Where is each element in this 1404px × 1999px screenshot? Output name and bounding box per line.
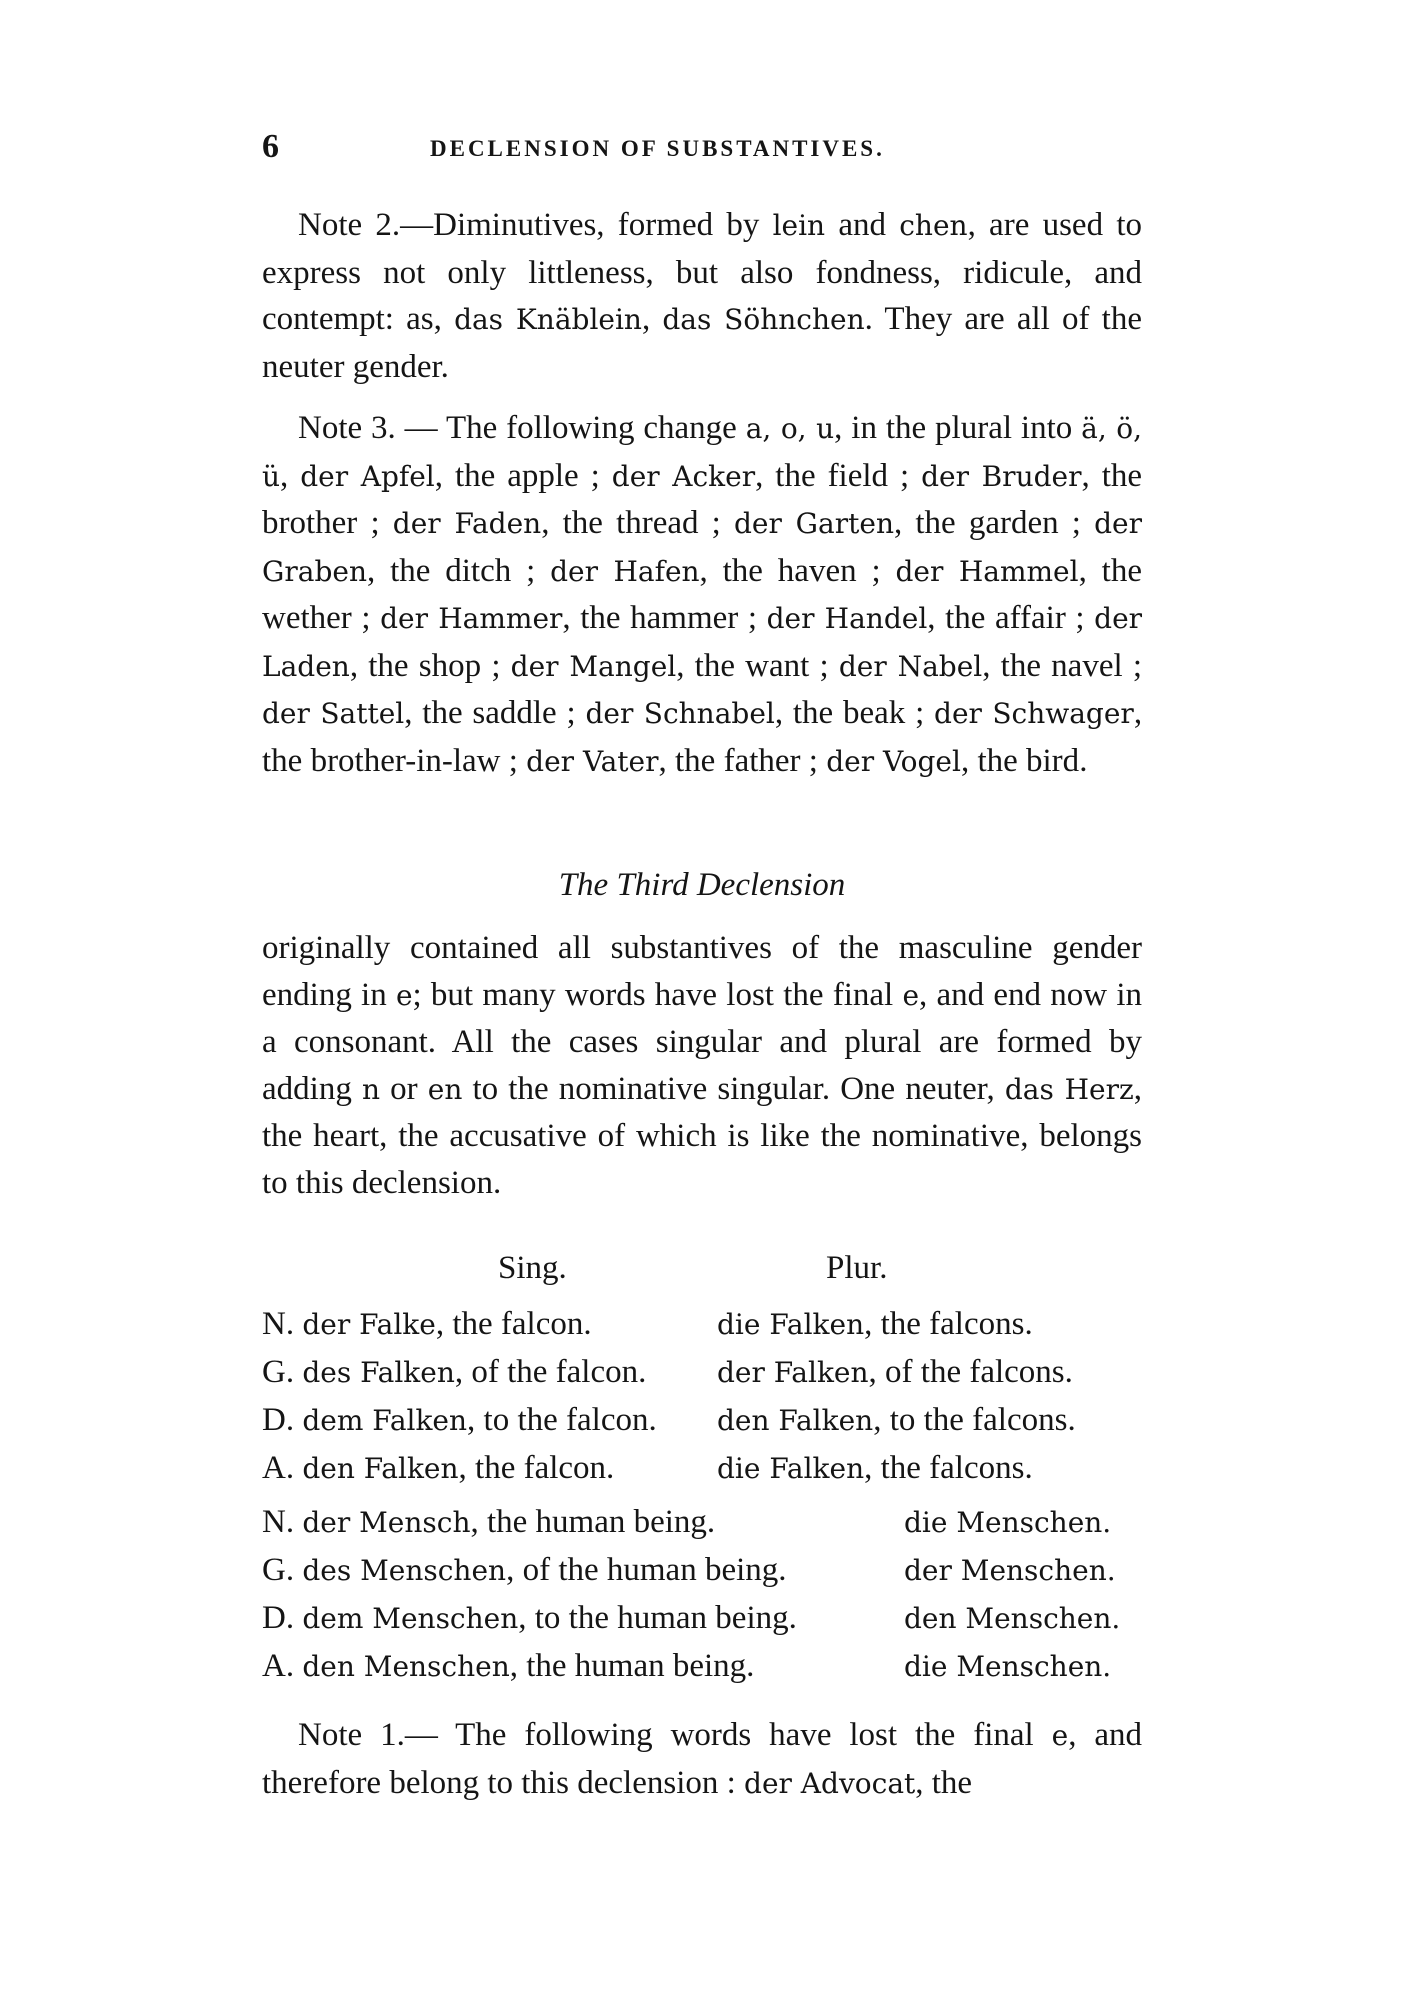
german-word: e (395, 978, 413, 1012)
word-entry: der Mangel, the want ; (510, 647, 839, 684)
word-entry: der Faden, the thread ; (392, 505, 734, 541)
german-word: das Söhnchen (662, 303, 865, 336)
word-entry: der Apfel, the apple ; (300, 457, 612, 494)
english-gloss: the beak (792, 695, 906, 731)
german-word: lein (772, 209, 826, 242)
english-gloss: the wether (262, 552, 1142, 636)
word-entry: der Vogel, the bird. (826, 742, 1088, 779)
mensch-declension-table (262, 1504, 1142, 1696)
english-gloss: the ditch (390, 552, 512, 589)
note-2-text: Note 2.—Diminutives, formed by (298, 207, 773, 243)
separator: ; (738, 600, 767, 636)
plural-cell: der Falken, of the falcons. (717, 1354, 1073, 1390)
word-entry: der Schnabel, the beak ; (585, 695, 935, 731)
word-entry: der Graben, the ditch ; (262, 507, 1142, 589)
table-row (262, 1648, 1142, 1696)
german-word: e (1051, 1719, 1069, 1752)
note-3-text: , (280, 457, 301, 494)
english-gloss: the human being. (526, 1648, 755, 1684)
english-gloss: the haven (722, 552, 857, 589)
note-2-text: . They are all of the neuter gender. (262, 301, 1142, 385)
english-gloss: the apple (454, 457, 579, 494)
case-label: N. (262, 1504, 295, 1540)
case-label: D. (262, 1402, 295, 1438)
case-label: G. (262, 1552, 295, 1588)
note-2-text: , are used to express not only littleness, but also fondness, ridicule, and contempt: as, (262, 207, 1142, 337)
english-gloss: the want (694, 647, 810, 684)
third-text: to the nominative singular. One neuter, (462, 1070, 1005, 1107)
separator: ; (698, 505, 734, 541)
german-word: der Menschen. (904, 1554, 1116, 1587)
separator: ; (578, 457, 612, 494)
case-label: N. (262, 1306, 295, 1342)
note-3-paragraph (262, 405, 1142, 785)
german-word: der Garten (734, 507, 894, 540)
german-word: der Mangel (510, 649, 677, 683)
separator: ; (856, 552, 896, 589)
english-gloss: to the falcon. (483, 1402, 657, 1438)
falke-declension-table (262, 1306, 1142, 1498)
english-gloss: the falcon. (452, 1306, 592, 1342)
word-entry: der Hammel, the wether ; (262, 552, 1142, 636)
german-word: den Falken (717, 1404, 874, 1437)
word-entry: der Garten, the garden ; (734, 505, 1095, 541)
word-entry: der Acker, the field ; (611, 457, 922, 494)
case-label: A. (262, 1450, 295, 1486)
german-word: des Menschen (302, 1554, 507, 1587)
separator: ; (800, 742, 827, 779)
german-word: der Graben (262, 507, 1142, 588)
german-word: a, o, u (745, 412, 835, 445)
third-text: , the heart, the accusative of which is like the nominative, belongs to this declension. (262, 1070, 1143, 1201)
case-label: G. (262, 1354, 295, 1390)
german-word: das Knäblein (454, 303, 642, 336)
german-word: der Hafen (550, 554, 700, 588)
german-word: die Menschen. (904, 1506, 1112, 1539)
english-gloss: the falcon. (475, 1450, 615, 1486)
separator: ; (511, 552, 551, 589)
german-word: der Schnabel (585, 697, 775, 730)
word-entry: der Sattel, the saddle ; (262, 695, 586, 731)
separator: ; (1065, 600, 1095, 636)
german-word: die Menschen. (904, 1650, 1112, 1683)
english-gloss: the hammer (580, 600, 739, 636)
german-word: ä, ö, ü (262, 412, 1143, 493)
third-text: , and end now in a consonant. All the cases singular and plural are formed by adding (262, 976, 1143, 1107)
german-word: der Mensch (302, 1506, 471, 1539)
english-gloss: the falcons. (880, 1450, 1033, 1486)
english-gloss: the garden (915, 505, 1059, 541)
singular-cell: D. dem Falken, to the falcon. (262, 1402, 657, 1438)
sing-column-label: Sing. (498, 1250, 567, 1286)
plural-cell (904, 1600, 1120, 1637)
english-gloss: the human being. (486, 1504, 716, 1540)
case-label: D. (262, 1600, 295, 1636)
table-row (262, 1600, 1142, 1648)
english-gloss: the affair (945, 600, 1066, 636)
separator: ; (357, 505, 393, 541)
english-gloss: the brother (262, 457, 1143, 541)
third-declension-paragraph (262, 925, 1142, 1206)
plur-column-label: Plur. (826, 1250, 888, 1286)
english-gloss: the brother-in-law (262, 742, 501, 779)
german-word: der Apfel (300, 459, 435, 493)
plural-cell (904, 1552, 1116, 1589)
separator: ; (905, 695, 935, 731)
separator: ; (500, 742, 527, 779)
table-row (262, 1450, 1142, 1498)
table-row (262, 1306, 1142, 1354)
german-word: n (361, 1072, 380, 1106)
note-3-text: Note 3. — The following change (298, 410, 746, 446)
german-word: der Advocat (744, 1766, 916, 1800)
word-entry: der Handel, the affair ; (766, 600, 1095, 636)
german-word: der Nabel (838, 649, 983, 683)
english-gloss: of the falcon. (471, 1354, 647, 1390)
separator: ; (481, 647, 511, 684)
german-word: chen (899, 209, 968, 242)
english-gloss: to the human being. (534, 1600, 797, 1636)
word-entry: der Laden, the shop ; (262, 602, 1143, 684)
separator: ; (809, 647, 839, 684)
note-1-text: Note 1.— The following words have lost the final (298, 1717, 1052, 1753)
english-gloss: the saddle (422, 695, 557, 731)
third-declension-heading: The Third Declension (558, 867, 846, 903)
singular-cell: G. des Menschen, of the human being. (262, 1552, 787, 1588)
separator: ; (888, 457, 922, 494)
note-1-text: , and therefore belong to this declension : (262, 1717, 1143, 1801)
english-gloss: of the falcons. (885, 1354, 1073, 1390)
german-word: der Falken (717, 1356, 869, 1389)
german-word: der Vater (526, 744, 659, 778)
plural-cell: die Falken, the falcons. (717, 1306, 1033, 1342)
german-word: der Acker (611, 459, 756, 493)
note-3-text: , in the plural into (834, 410, 1082, 446)
separator: . (1079, 742, 1088, 779)
table-row (262, 1354, 1142, 1402)
singular-cell: A. den Falken, the falcon. (262, 1450, 615, 1486)
english-gloss: of the human being. (522, 1552, 787, 1588)
plural-cell (904, 1504, 1111, 1541)
german-word: die Falken (717, 1452, 865, 1485)
german-word: dem Falken (302, 1404, 468, 1437)
table-row (262, 1504, 1142, 1552)
word-entry: der Hammer, the hammer ; (380, 600, 767, 636)
plural-cell: die Falken, the falcons. (717, 1450, 1033, 1486)
plural-cell (904, 1648, 1111, 1685)
separator: ; (556, 695, 586, 731)
german-word: der Laden (262, 602, 1143, 683)
singular-cell: N. der Mensch, the human being. (262, 1504, 716, 1540)
english-gloss: the navel (1000, 647, 1123, 684)
word-entry: der Vater, the father ; (526, 742, 827, 779)
german-word: der Sattel (262, 697, 405, 730)
word-entry: der Nabel, the navel ; (838, 647, 1142, 684)
english-gloss: the falcons. (880, 1306, 1033, 1342)
german-word: der Faden (392, 507, 542, 540)
german-word: den Menschen (302, 1650, 510, 1683)
note-1-paragraph (262, 1712, 1142, 1807)
german-word: den Menschen. (904, 1602, 1121, 1635)
third-text: or (380, 1070, 428, 1107)
page-header (262, 128, 1142, 168)
english-gloss: to the falcons. (889, 1402, 1076, 1438)
singular-cell: N. der Falke, the falcon. (262, 1306, 592, 1342)
case-label: A. (262, 1648, 295, 1684)
table-row (262, 1402, 1142, 1450)
german-word: der Vogel (826, 744, 961, 778)
german-word: den Falken (302, 1452, 459, 1485)
german-word: des Falken (302, 1356, 455, 1389)
note-3-word-list (262, 458, 1142, 779)
singular-cell: A. den Menschen, the human being. (262, 1648, 755, 1684)
german-word: der Bruder (921, 459, 1082, 493)
page-number: 6 (262, 128, 279, 165)
note-2-text: , (641, 301, 663, 337)
english-gloss: the field (775, 457, 889, 494)
german-word: der Hammer (380, 602, 563, 635)
german-word: die Falken (717, 1308, 865, 1341)
singular-cell: G. des Falken, of the falcon. (262, 1354, 647, 1390)
english-gloss: the shop (368, 647, 482, 684)
note-2-paragraph (262, 202, 1142, 390)
note-1-text: , the (915, 1764, 973, 1801)
third-text: ; but many words have lost the final (412, 976, 903, 1013)
singular-cell: D. dem Menschen, to the human being. (262, 1600, 797, 1636)
german-word: der Handel (766, 602, 928, 635)
english-gloss: the bird (977, 742, 1080, 779)
table-row (262, 1552, 1142, 1600)
note-2-text: and (825, 207, 900, 243)
german-word: dem Menschen (302, 1602, 519, 1635)
german-word: en (427, 1072, 463, 1106)
running-title: DECLENSION OF SUBSTANTIVES. (430, 136, 885, 161)
separator: ; (351, 600, 381, 636)
english-gloss: the father (675, 742, 801, 779)
german-word: das Herz (1004, 1072, 1134, 1106)
german-word: der Schwager (934, 697, 1134, 730)
separator: ; (1058, 505, 1095, 541)
german-word: der Hammel (895, 554, 1079, 588)
plural-cell: den Falken, to the falcons. (717, 1402, 1076, 1438)
german-word: der Falke (302, 1308, 436, 1341)
third-text: originally contained all substantives of the masculine gender ending in (262, 930, 1142, 1013)
english-gloss: the thread (562, 505, 699, 541)
word-entry: der Hafen, the haven ; (550, 552, 896, 589)
separator: ; (1122, 647, 1142, 684)
word-entry: der Bruder, the brother ; (262, 457, 1143, 541)
german-word: e (902, 978, 920, 1012)
word-entry: der Schwager, the brother-in-law ; (262, 695, 1143, 779)
